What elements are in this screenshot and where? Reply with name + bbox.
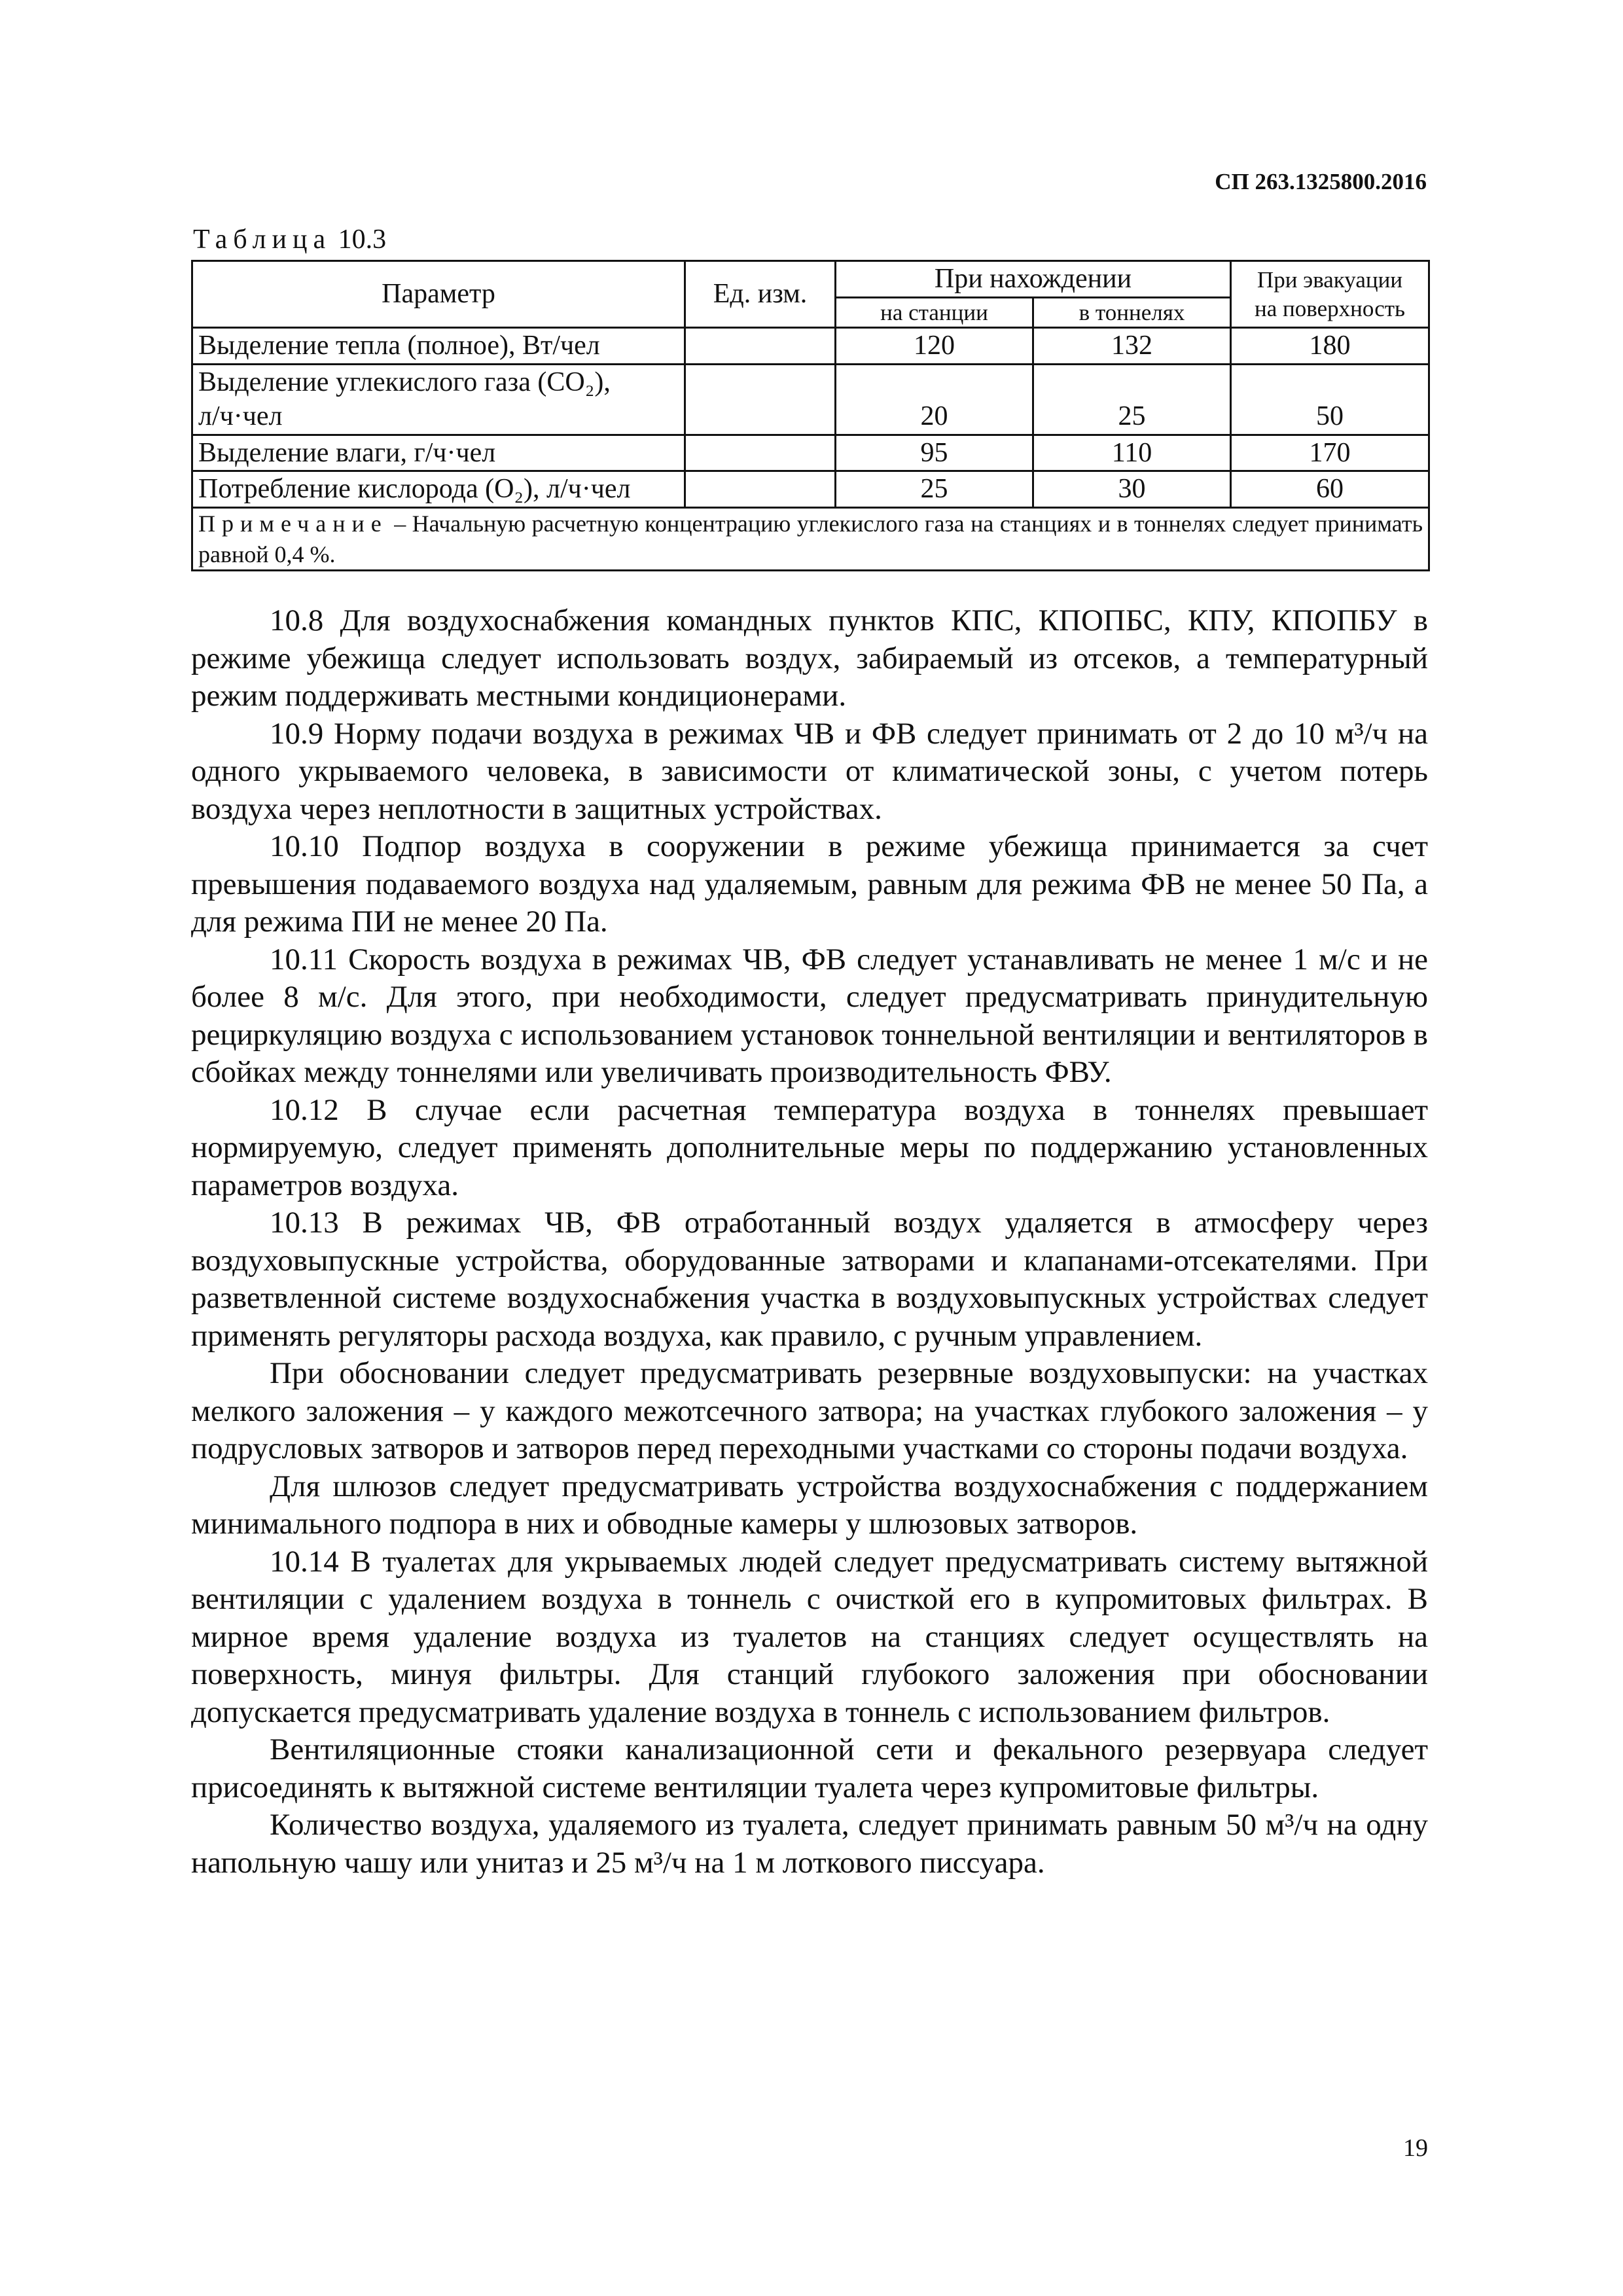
row-surface: 170 <box>1231 435 1429 471</box>
paragraph-10-12: 10.12 В случае если расчетная температура воздуха в тоннелях превышает нормируемую, следует применять дополнительные меры по поддержанию установленных параметров воздуха. <box>191 1092 1428 1202</box>
paragraph-reserve-outlets: При обосновании следует предусматривать резервные воздуховыпуски: на участках мелкого заложения – у каждого межотсечного затвора; на участках глубокого заложения – у подрусловых затворов и затворов перед переходными участками со стороны подачи воздуха. <box>191 1356 1428 1465</box>
row-param: Выделение тепла (полное), Вт/чел <box>192 328 685 365</box>
header-during: При нахождении <box>836 261 1231 298</box>
header-evacuation <box>1231 261 1429 328</box>
row-tunnels: 30 <box>1033 471 1231 508</box>
document-code: СП 263.1325800.2016 <box>1215 169 1427 194</box>
header-in-tunnels: в тоннелях <box>1033 297 1231 328</box>
row-param <box>192 364 685 435</box>
paragraph-10-8: 10.8 Для воздухоснабжения командных пунктов КПС, КПОПБС, КПУ, КПОПБУ в режиме убежища следует использовать воздух, забираемый из отсеков, а температурный режим поддерживать местными кондиционерами. <box>191 603 1428 713</box>
header-unit: Ед. изм. <box>685 261 836 328</box>
page-number: 19 <box>1403 2134 1428 2162</box>
header-evacuation-line2: на поверхность <box>1255 295 1405 321</box>
row-tunnels: 25 <box>1033 364 1231 435</box>
table-header-row <box>192 261 1429 298</box>
table-caption-number: 10.3 <box>338 224 387 255</box>
row-unit <box>685 435 836 471</box>
row-param-line2: л/ч·чел <box>198 401 283 432</box>
paragraph-10-10: 10.10 Подпор воздуха в сооружении в режиме убежища принимается за счет превышения подаваемого воздуха над удаляемым, равным для режима ФВ не менее 50 Па, а для режима ПИ не менее 20 Па. <box>191 829 1428 939</box>
paragraph-airlocks: Для шлюзов следует предусматривать устройства воздухоснабжения с поддержанием минимального подпора в них и обводные камеры у шлюзовых затворов. <box>191 1469 1428 1541</box>
row-station: 25 <box>836 471 1033 508</box>
table-caption <box>193 224 386 255</box>
row-surface: 180 <box>1231 328 1429 365</box>
table-note-text: – Начальную расчетную концентрацию углекислого газа на станциях и в тоннелях следует принимать равной 0,4 %. <box>198 510 1423 567</box>
row-station: 120 <box>836 328 1033 365</box>
row-station: 20 <box>836 364 1033 435</box>
parameters-table <box>191 260 1430 571</box>
row-station: 95 <box>836 435 1033 471</box>
header-param: Параметр <box>192 261 685 328</box>
table-row <box>192 364 1429 435</box>
header-evacuation-line1: При эвакуации <box>1257 266 1403 293</box>
paragraph-10-11: 10.11 Скорость воздуха в режимах ЧВ, ФВ следует устанавливать не менее 1 м/с и не более 8 м/с. Для этого, при необходимости, следует предусматривать принудительную рециркуляцию воздуха с использованием установок тоннельной вентиляции и вентиляторов в сбойках между тоннелями или увеличивать производительность ФВУ. <box>191 942 1428 1089</box>
row-param: Выделение влаги, г/ч·чел <box>192 435 685 471</box>
row-tunnels: 110 <box>1033 435 1231 471</box>
table-row <box>192 471 1429 508</box>
row-unit <box>685 364 836 435</box>
row-unit <box>685 471 836 508</box>
table-row <box>192 435 1429 471</box>
row-surface: 60 <box>1231 471 1429 508</box>
paragraph-10-13: 10.13 В режимах ЧВ, ФВ отработанный воздух удаляется в атмосферу через воздуховыпускные устройства, оборудованные затворами и клапанами-отсекателями. При разветвленной системе воздухоснабжения участка в воздуховыпускных устройствах следует применять регуляторы расхода воздуха, как правило, с ручным управлением. <box>191 1206 1428 1353</box>
table-note-row <box>192 507 1429 571</box>
row-unit <box>685 328 836 365</box>
paragraph-air-quantity: Количество воздуха, удаляемого из туалета, следует принимать равным 50 м³/ч на одну напольную чашу или унитаз и 25 м³/ч на 1 м лоткового писсуара. <box>191 1808 1428 1880</box>
row-param-line1: Выделение углекислого газа (CO₂), <box>198 367 611 397</box>
table-note-label: Примечание <box>198 510 388 537</box>
row-param: Потребление кислорода (O₂), л/ч·чел <box>192 471 685 508</box>
row-tunnels: 132 <box>1033 328 1231 365</box>
table-note <box>192 507 1429 571</box>
body-text <box>191 602 1428 1882</box>
paragraph-vent-risers: Вентиляционные стояки канализационной сети и фекального резервуара следует присоединять к вытяжной системе вентиляции туалета через купромитовые фильтры. <box>191 1732 1428 1804</box>
row-surface: 50 <box>1231 364 1429 435</box>
table-row <box>192 328 1429 365</box>
header-at-station: на станции <box>836 297 1033 328</box>
table-caption-label: Таблица <box>193 224 332 255</box>
paragraph-10-9: 10.9 Норму подачи воздуха в режимах ЧВ и ФВ следует принимать от 2 до 10 м³/ч на одного укрываемого человека, в зависимости от климатической зоны, с учетом потерь воздуха через неплотности в защитных устройствах. <box>191 716 1428 826</box>
paragraph-10-14: 10.14 В туалетах для укрываемых людей следует предусматривать систему вытяжной вентиляции с удалением воздуха в тоннель с очисткой его в купромитовых фильтрах. В мирное время удаление воздуха из туалетов на станциях следует осуществлять на поверхность, минуя фильтры. Для станций глубокого заложения при обосновании допускается предусматривать удаление воздуха в тоннель с использованием фильтров. <box>191 1544 1428 1729</box>
